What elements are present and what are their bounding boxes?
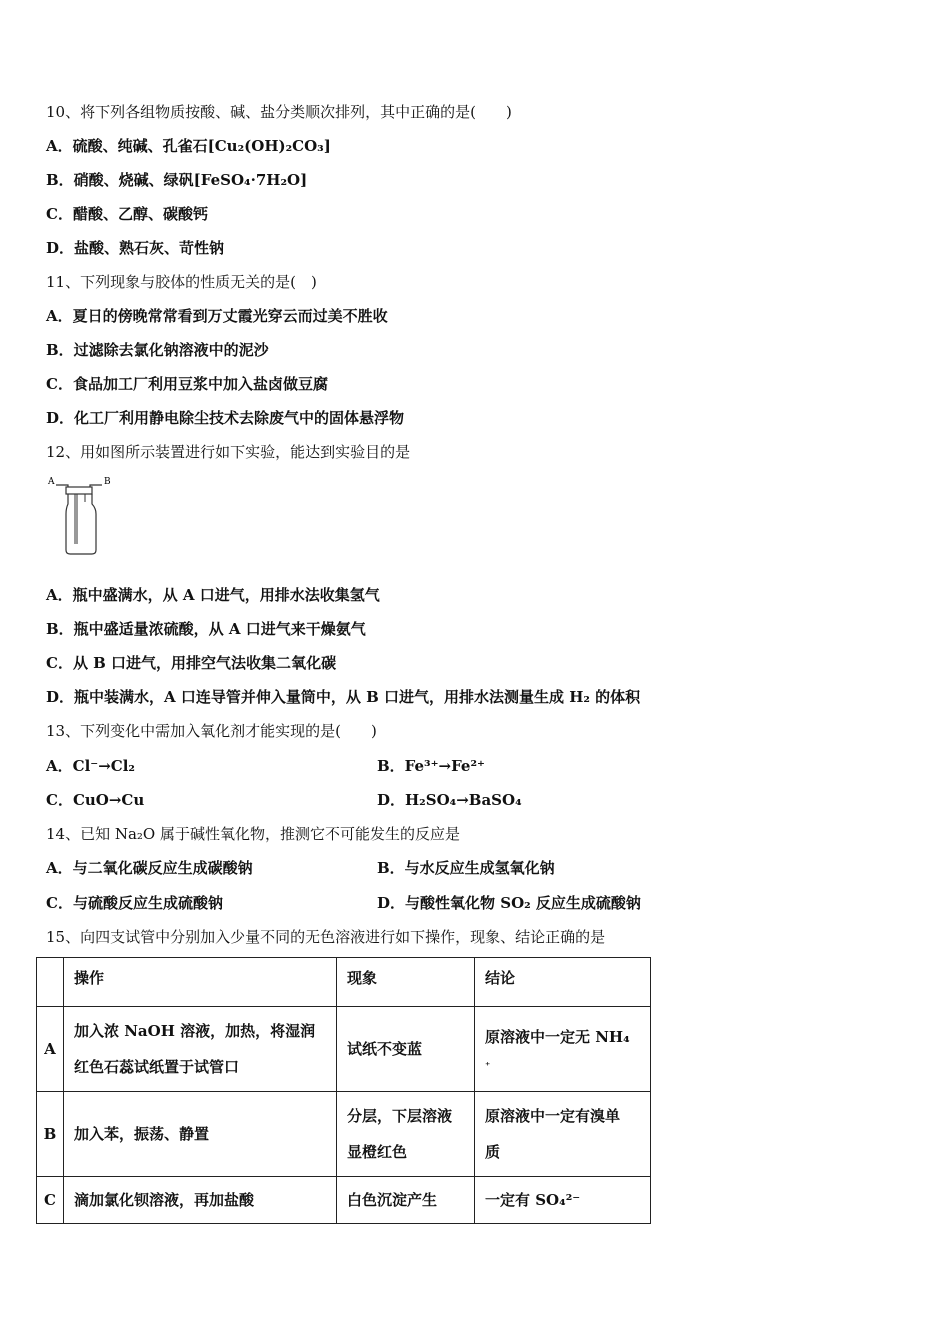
phenomenon-line: 显橙红色 [347, 1143, 408, 1161]
row-key: A [37, 1007, 64, 1092]
conclusion-line: 质 [485, 1143, 501, 1161]
q11-option-c: C．食品加工厂利用豆浆中加入盐卤做豆腐 [46, 375, 328, 393]
q15-stem: 15、向四支试管中分别加入少量不同的无色溶液进行如下操作，现象、结论正确的是 [46, 928, 606, 946]
operation-line: 红色石蕊试纸置于试管口 [74, 1058, 240, 1076]
header-conclusion: 结论 [475, 958, 651, 1007]
apparatus-label-b: B [104, 477, 111, 487]
q14-option-a: A．与二氧化碳反应生成碳酸钠 [46, 859, 253, 877]
q10-stem: 10、将下列各组物质按酸、碱、盐分类顺次排列，其中正确的是( ) [46, 103, 512, 121]
q10-option-c: C．醋酸、乙醇、碳酸钙 [46, 205, 208, 223]
header-key [37, 958, 64, 1007]
q14-option-d: D．与酸性氧化物 SO₂ 反应生成硫酸钠 [377, 894, 641, 912]
header-phenomenon: 现象 [337, 958, 475, 1007]
row-operation: 滴加氯化钡溶液，再加盐酸 [64, 1177, 337, 1224]
row-phenomenon: 试纸不变蓝 [337, 1007, 475, 1092]
conclusion-line: ⁺ [485, 1061, 491, 1072]
table-row [37, 1177, 651, 1224]
q11-option-a: A．夏日的傍晚常常看到万丈霞光穿云而过美不胜收 [46, 307, 388, 325]
table-row [37, 1007, 651, 1092]
operation-line: 加入浓 NaOH 溶液，加热，将湿润 [74, 1022, 316, 1040]
gas-bottle-apparatus-figure [46, 474, 126, 560]
q13-option-c: C．CuO→Cu [46, 791, 145, 809]
q11-stem: 11、下列现象与胶体的性质无关的是( ) [46, 273, 317, 291]
q12-stem: 12、用如图所示装置进行如下实验，能达到实验目的是 [46, 443, 411, 461]
q14-option-c: C．与硫酸反应生成硫酸钠 [46, 894, 223, 912]
conclusion-line: 原溶液中一定有溴单 [485, 1107, 621, 1125]
apparatus-label-a: A [48, 477, 55, 487]
q14-option-b: B．与水反应生成氢氧化钠 [377, 859, 555, 877]
row-conclusion: 一定有 SO₄²⁻ [475, 1177, 651, 1224]
q10-option-a: A．硫酸、纯碱、孔雀石[Cu₂(OH)₂CO₃] [46, 137, 331, 155]
row-key: B [37, 1092, 64, 1177]
q11-option-d: D．化工厂利用静电除尘技术去除废气中的固体悬浮物 [46, 409, 405, 427]
q12-option-b: B．瓶中盛适量浓硫酸，从 A 口进气来干燥氨气 [46, 620, 366, 638]
row-operation [64, 1007, 337, 1092]
row-conclusion [475, 1007, 651, 1092]
q13-option-d: D．H₂SO₄→BaSO₄ [377, 791, 522, 809]
q12-option-c: C．从 B 口进气，用排空气法收集二氧化碳 [46, 654, 337, 672]
table-header-row [37, 958, 651, 1007]
q13-stem: 13、下列变化中需加入氧化剂才能实现的是( ) [46, 722, 377, 740]
q14-stem: 14、已知 Na₂O 属于碱性氧化物，推测它不可能发生的反应是 [46, 825, 461, 843]
q10-option-b: B．硝酸、烧碱、绿矾[FeSO₄·7H₂O] [46, 171, 308, 189]
row-key: C [37, 1177, 64, 1224]
q13-option-a: A．Cl⁻→Cl₂ [46, 757, 135, 775]
table-row [37, 1092, 651, 1177]
q10-option-d: D．盐酸、熟石灰、苛性钠 [46, 239, 225, 257]
phenomenon-line: 分层，下层溶液 [347, 1107, 453, 1125]
row-phenomenon: 白色沉淀产生 [337, 1177, 475, 1224]
q12-option-a: A．瓶中盛满水，从 A 口进气，用排水法收集氢气 [46, 586, 380, 604]
row-operation: 加入苯，振荡、静置 [64, 1092, 337, 1177]
header-operation: 操作 [64, 958, 337, 1007]
q13-option-b: B．Fe³⁺→Fe²⁺ [377, 757, 485, 775]
row-phenomenon [337, 1092, 475, 1177]
q12-option-d: D．瓶中装满水，A 口连导管并伸入量筒中，从 B 口进气，用排水法测量生成 H₂ 的体积 [46, 688, 641, 706]
q11-option-b: B．过滤除去氯化钠溶液中的泥沙 [46, 341, 269, 359]
row-conclusion [475, 1092, 651, 1177]
conclusion-line: 原溶液中一定无 NH₄ [485, 1028, 630, 1046]
q15-table [36, 957, 651, 1224]
